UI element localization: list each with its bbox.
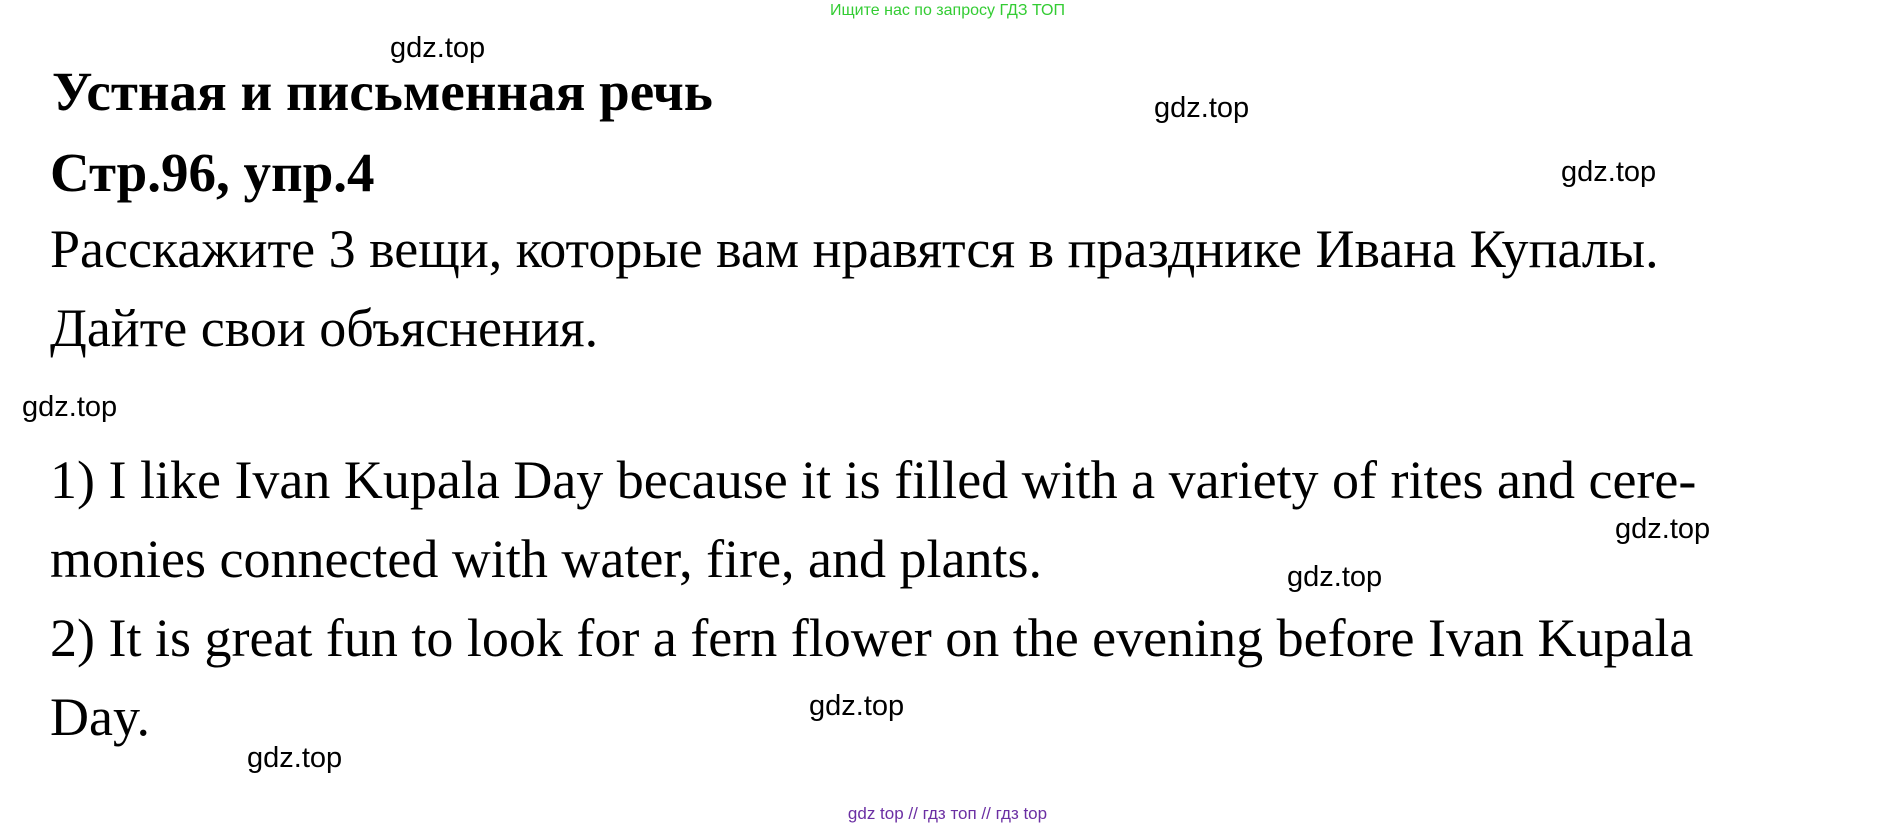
- answer-line-3: 2) It is great fun to look for a fern flower on the evening before Ivan Kupala: [50, 608, 1694, 668]
- watermark: gdz.top: [22, 391, 118, 423]
- footer-links: gdz top // гдз топ // гдз top: [847, 804, 1048, 823]
- watermark: gdz.top: [1287, 561, 1383, 593]
- task-text-line-1: Расскажите 3 вещи, которые вам нравятся в празднике Ивана Купалы.: [50, 219, 1659, 279]
- watermark: gdz.top: [247, 742, 343, 774]
- exercise-reference: Стр.96, упр.4: [50, 142, 375, 203]
- section-title: Устная и письменная речь: [52, 61, 713, 122]
- watermark: gdz.top: [390, 32, 486, 64]
- task-text-line-2: Дайте свои объяснения.: [50, 298, 599, 358]
- watermark: gdz.top: [809, 690, 905, 722]
- watermark: gdz.top: [1561, 156, 1657, 188]
- answer-line-2: monies connected with water, fire, and plants.: [50, 529, 1043, 589]
- search-banner: Ищите нас по запросу ГДЗ ТОП: [830, 2, 1065, 19]
- answer-line-4: Day.: [50, 687, 150, 747]
- watermark: gdz.top: [1154, 92, 1250, 124]
- watermark: gdz.top: [1615, 513, 1711, 545]
- answer-line-1: 1) I like Ivan Kupala Day because it is filled with a variety of rites and cere-: [50, 450, 1697, 510]
